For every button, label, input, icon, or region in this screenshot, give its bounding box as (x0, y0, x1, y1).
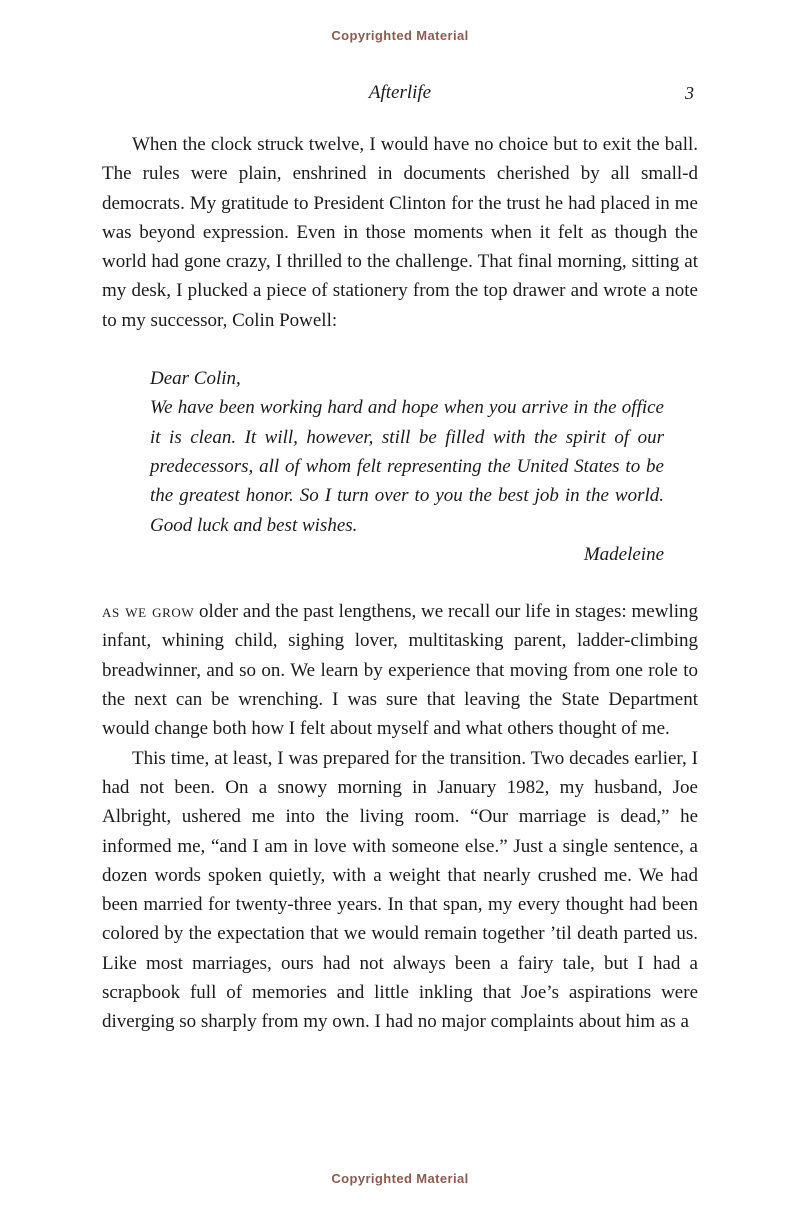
paragraph-as-we-grow (102, 597, 698, 743)
letter-signature: Madeleine (583, 543, 664, 565)
letter-salutation: Dear Colin, (150, 368, 241, 390)
chapter-title: Afterlife (368, 82, 432, 103)
copyright-notice-top: Copyrighted Material (331, 28, 469, 43)
page-number: 3 (685, 83, 694, 103)
paragraph-opening: When the clock struck twelve, I would have no choice but to exit the ball. The rules were plain, enshrined in documents cherished by all small-d democrats. My gratitude to President Clinton for the trust he had placed in me was beyond expression. Even in those moments when it felt as though the world had gone crazy, I thrilled to the challenge. That final morning, sitting at my desk, I plucked a piece of stationery from the top drawer and wrote a note to my successor, Colin Powell: (102, 134, 698, 331)
running-head (102, 82, 698, 104)
letter-block (150, 364, 698, 569)
paragraph-lead-rest: older and the past lengthens, we recall our life in stages: mewling infant, whining child, sighing lover, multitasking parent, ladder-climbing breadwinner, and so on. We learn by experience that moving from one role to the next can be wrenching. I was sure that leaving the State Department would change both how I felt about myself and what others thought of me. (102, 601, 699, 740)
letter-body: We have been working hard and hope when you arrive in the office it is clean. It will, however, still be filled with the spirit of our predecessors, all of whom felt representing the United States to be the greatest honor. So I turn over to you the best job in the world. Good luck and best wishes. (150, 397, 664, 536)
page-content (102, 82, 698, 1037)
paragraph-transition: This time, at least, I was prepared for the transition. Two decades earlier, I had not been. On a snowy morning in January 1982, my husband, Joe Albright, ushered me into the living room. “Our marriage is dead,” he informed me, “and I am in love with someone else.” Just a single sentence, a dozen words spoken quietly, with a weight that nearly crushed me. We had been married for twenty-three years. In that span, my every thought had been colored by the expectation that we would remain together ’til death parted us. Like most marriages, ours had not always been a fairy tale, but I had a scrapbook full of memories and little inkling that Joe’s aspirations were diverging so sharply from my own. I had no major complaints about him as a (102, 747, 698, 1033)
body-text (102, 130, 698, 1037)
copyright-notice-bottom: Copyrighted Material (331, 1171, 469, 1186)
paragraph-lead-smallcaps: as we grow (102, 601, 195, 623)
